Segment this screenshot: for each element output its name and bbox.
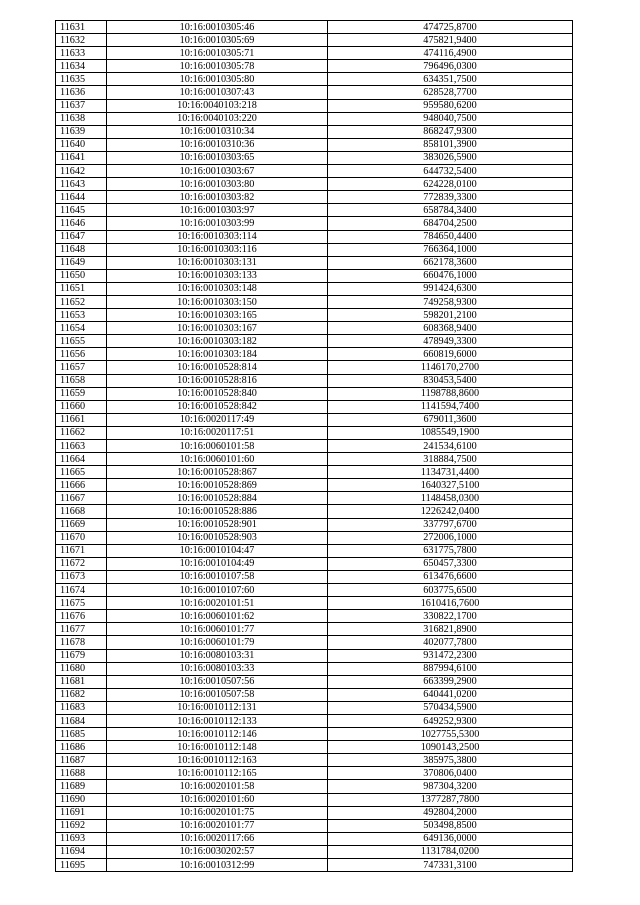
cadastral-number-cell: 10:16:0010528:886 — [107, 505, 328, 518]
table-row — [56, 806, 573, 819]
table-row — [56, 60, 573, 73]
value-cell: 624228,0100 — [328, 178, 573, 191]
table-row — [56, 165, 573, 178]
cadastral-number-cell: 10:16:0010528:884 — [107, 492, 328, 505]
cadastral-number-cell: 10:16:0010528:901 — [107, 518, 328, 531]
table-row — [56, 597, 573, 610]
row-number-cell: 11639 — [56, 125, 107, 138]
table-row — [56, 675, 573, 688]
cadastral-number-cell: 10:16:0010112:133 — [107, 714, 328, 727]
row-number-cell: 11633 — [56, 47, 107, 60]
value-cell: 634351,7500 — [328, 73, 573, 86]
table-row — [56, 832, 573, 845]
value-cell: 241534,6100 — [328, 440, 573, 453]
table-row — [56, 701, 573, 714]
row-number-cell: 11664 — [56, 453, 107, 466]
row-number-cell: 11642 — [56, 165, 107, 178]
row-number-cell: 11646 — [56, 217, 107, 230]
row-number-cell: 11653 — [56, 309, 107, 322]
cadastral-number-cell: 10:16:0020101:77 — [107, 819, 328, 832]
table-row — [56, 73, 573, 86]
table-row — [56, 348, 573, 361]
cadastral-number-cell: 10:16:0010303:114 — [107, 230, 328, 243]
value-cell: 474116,4900 — [328, 47, 573, 60]
row-number-cell: 11634 — [56, 60, 107, 73]
cadastral-number-cell: 10:16:0020117:51 — [107, 426, 328, 439]
value-cell: 1146170,2700 — [328, 361, 573, 374]
cadastral-number-cell: 10:16:0060101:77 — [107, 623, 328, 636]
row-number-cell: 11675 — [56, 597, 107, 610]
table-row — [56, 269, 573, 282]
table-row — [56, 374, 573, 387]
table-row — [56, 178, 573, 191]
table-row — [56, 466, 573, 479]
cadastral-number-cell: 10:16:0030202:57 — [107, 845, 328, 858]
value-cell: 749258,9300 — [328, 295, 573, 308]
row-number-cell: 11677 — [56, 623, 107, 636]
value-cell: 1085549,1900 — [328, 426, 573, 439]
cadastral-number-cell: 10:16:0010104:49 — [107, 557, 328, 570]
value-cell: 887994,6100 — [328, 662, 573, 675]
cadastral-number-cell: 10:16:0010112:146 — [107, 728, 328, 741]
value-cell: 772839,3300 — [328, 191, 573, 204]
cadastral-number-cell: 10:16:0010310:34 — [107, 125, 328, 138]
row-number-cell: 11645 — [56, 204, 107, 217]
table-row — [56, 754, 573, 767]
row-number-cell: 11631 — [56, 21, 107, 34]
value-cell: 858101,3900 — [328, 138, 573, 151]
row-number-cell: 11666 — [56, 479, 107, 492]
cadastral-number-cell: 10:16:0020117:49 — [107, 413, 328, 426]
cadastral-number-cell: 10:16:0010303:182 — [107, 335, 328, 348]
table-row — [56, 845, 573, 858]
cadastral-number-cell: 10:16:0010303:165 — [107, 309, 328, 322]
row-number-cell: 11692 — [56, 819, 107, 832]
value-cell: 658784,3400 — [328, 204, 573, 217]
table-row — [56, 47, 573, 60]
row-number-cell: 11649 — [56, 256, 107, 269]
table-row — [56, 623, 573, 636]
cadastral-number-cell: 10:16:0010112:131 — [107, 701, 328, 714]
row-number-cell: 11690 — [56, 793, 107, 806]
value-cell: 649136,0000 — [328, 832, 573, 845]
row-number-cell: 11693 — [56, 832, 107, 845]
value-cell: 316821,8900 — [328, 623, 573, 636]
table-row — [56, 335, 573, 348]
value-cell: 663399,2900 — [328, 675, 573, 688]
value-cell: 385975,3800 — [328, 754, 573, 767]
value-cell: 830453,5400 — [328, 374, 573, 387]
table-row — [56, 819, 573, 832]
table-row — [56, 99, 573, 112]
table-row — [56, 217, 573, 230]
table-row — [56, 309, 573, 322]
cadastral-number-cell: 10:16:0010528:814 — [107, 361, 328, 374]
table-row — [56, 741, 573, 754]
table-row — [56, 793, 573, 806]
table-row — [56, 243, 573, 256]
cadastral-number-cell: 10:16:0010303:150 — [107, 295, 328, 308]
table-row — [56, 453, 573, 466]
cadastral-number-cell: 10:16:0080103:33 — [107, 662, 328, 675]
table-row — [56, 413, 573, 426]
value-cell: 598201,2100 — [328, 309, 573, 322]
table-row — [56, 728, 573, 741]
row-number-cell: 11689 — [56, 780, 107, 793]
table-row — [56, 191, 573, 204]
row-number-cell: 11648 — [56, 243, 107, 256]
value-cell: 660476,1000 — [328, 269, 573, 282]
row-number-cell: 11687 — [56, 754, 107, 767]
table-row — [56, 688, 573, 701]
table-row — [56, 230, 573, 243]
value-cell: 796496,0300 — [328, 60, 573, 73]
value-cell: 330822,1700 — [328, 610, 573, 623]
cadastral-number-cell: 10:16:0010303:65 — [107, 151, 328, 164]
cadastral-number-cell: 10:16:0010307:43 — [107, 86, 328, 99]
value-cell: 1198788,8600 — [328, 387, 573, 400]
table-row — [56, 610, 573, 623]
value-cell: 613476,6600 — [328, 570, 573, 583]
cadastral-number-cell: 10:16:0010303:167 — [107, 322, 328, 335]
data-table — [55, 20, 573, 872]
cadastral-number-cell: 10:16:0010507:58 — [107, 688, 328, 701]
cadastral-number-cell: 10:16:0010303:184 — [107, 348, 328, 361]
value-cell: 649252,9300 — [328, 714, 573, 727]
value-cell: 931472,2300 — [328, 649, 573, 662]
row-number-cell: 11670 — [56, 531, 107, 544]
row-number-cell: 11665 — [56, 466, 107, 479]
row-number-cell: 11637 — [56, 99, 107, 112]
value-cell: 679011,3600 — [328, 413, 573, 426]
value-cell: 492804,2000 — [328, 806, 573, 819]
value-cell: 987304,3200 — [328, 780, 573, 793]
value-cell: 1226242,0400 — [328, 505, 573, 518]
value-cell: 662178,3600 — [328, 256, 573, 269]
row-number-cell: 11650 — [56, 269, 107, 282]
table-row — [56, 636, 573, 649]
row-number-cell: 11679 — [56, 649, 107, 662]
value-cell: 628528,7700 — [328, 86, 573, 99]
cadastral-number-cell: 10:16:0010305:46 — [107, 21, 328, 34]
cadastral-number-cell: 10:16:0060101:60 — [107, 453, 328, 466]
value-cell: 383026,5900 — [328, 151, 573, 164]
row-number-cell: 11655 — [56, 335, 107, 348]
row-number-cell: 11691 — [56, 806, 107, 819]
row-number-cell: 11685 — [56, 728, 107, 741]
value-cell: 318884,7500 — [328, 453, 573, 466]
cadastral-number-cell: 10:16:0020101:51 — [107, 597, 328, 610]
cadastral-number-cell: 10:16:0010112:148 — [107, 741, 328, 754]
table-row — [56, 21, 573, 34]
table-row — [56, 112, 573, 125]
table-row — [56, 125, 573, 138]
row-number-cell: 11643 — [56, 178, 107, 191]
value-cell: 1610416,7600 — [328, 597, 573, 610]
cadastral-number-cell: 10:16:0010112:165 — [107, 767, 328, 780]
value-cell: 784650,4400 — [328, 230, 573, 243]
row-number-cell: 11658 — [56, 374, 107, 387]
value-cell: 644732,5400 — [328, 165, 573, 178]
value-cell: 370806,0400 — [328, 767, 573, 780]
cadastral-number-cell: 10:16:0010303:80 — [107, 178, 328, 191]
value-cell: 631775,7800 — [328, 544, 573, 557]
cadastral-number-cell: 10:16:0010507:56 — [107, 675, 328, 688]
value-cell: 766364,1000 — [328, 243, 573, 256]
value-cell: 868247,9300 — [328, 125, 573, 138]
cadastral-number-cell: 10:16:0010528:867 — [107, 466, 328, 479]
cadastral-number-cell: 10:16:0010310:36 — [107, 138, 328, 151]
row-number-cell: 11647 — [56, 230, 107, 243]
row-number-cell: 11669 — [56, 518, 107, 531]
cadastral-number-cell: 10:16:0010305:78 — [107, 60, 328, 73]
row-number-cell: 11667 — [56, 492, 107, 505]
cadastral-number-cell: 10:16:0010303:82 — [107, 191, 328, 204]
row-number-cell: 11674 — [56, 584, 107, 597]
cadastral-number-cell: 10:16:0010305:71 — [107, 47, 328, 60]
cadastral-number-cell: 10:16:0010528:840 — [107, 387, 328, 400]
table-row — [56, 649, 573, 662]
table-row — [56, 282, 573, 295]
row-number-cell: 11651 — [56, 282, 107, 295]
cadastral-number-cell: 10:16:0010303:67 — [107, 165, 328, 178]
table-row — [56, 780, 573, 793]
row-number-cell: 11694 — [56, 845, 107, 858]
table-row — [56, 859, 573, 872]
cadastral-number-cell: 10:16:0010104:47 — [107, 544, 328, 557]
row-number-cell: 11681 — [56, 675, 107, 688]
table-row — [56, 557, 573, 570]
cadastral-number-cell: 10:16:0010303:99 — [107, 217, 328, 230]
cadastral-number-cell: 10:16:0010107:60 — [107, 584, 328, 597]
cadastral-number-cell: 10:16:0060101:58 — [107, 440, 328, 453]
value-cell: 991424,6300 — [328, 282, 573, 295]
cadastral-number-cell: 10:16:0040103:218 — [107, 99, 328, 112]
value-cell: 337797,6700 — [328, 518, 573, 531]
table-row — [56, 662, 573, 675]
row-number-cell: 11684 — [56, 714, 107, 727]
value-cell: 660819,6000 — [328, 348, 573, 361]
value-cell: 959580,6200 — [328, 99, 573, 112]
value-cell: 1377287,7800 — [328, 793, 573, 806]
value-cell: 475821,9400 — [328, 34, 573, 47]
value-cell: 1131784,0200 — [328, 845, 573, 858]
table-body — [56, 21, 573, 872]
cadastral-number-cell: 10:16:0010303:133 — [107, 269, 328, 282]
value-cell: 1134731,4400 — [328, 466, 573, 479]
row-number-cell: 11661 — [56, 413, 107, 426]
table-row — [56, 518, 573, 531]
value-cell: 1640327,5100 — [328, 479, 573, 492]
row-number-cell: 11668 — [56, 505, 107, 518]
table-row — [56, 531, 573, 544]
cadastral-number-cell: 10:16:0040103:220 — [107, 112, 328, 125]
cadastral-number-cell: 10:16:0010107:58 — [107, 570, 328, 583]
cadastral-number-cell: 10:16:0060101:79 — [107, 636, 328, 649]
row-number-cell: 11632 — [56, 34, 107, 47]
table-row — [56, 361, 573, 374]
cadastral-number-cell: 10:16:0080103:31 — [107, 649, 328, 662]
row-number-cell: 11676 — [56, 610, 107, 623]
table-row — [56, 86, 573, 99]
value-cell: 603775,6500 — [328, 584, 573, 597]
cadastral-number-cell: 10:16:0010528:816 — [107, 374, 328, 387]
value-cell: 948040,7500 — [328, 112, 573, 125]
table-row — [56, 322, 573, 335]
value-cell: 608368,9400 — [328, 322, 573, 335]
cadastral-number-cell: 10:16:0060101:62 — [107, 610, 328, 623]
row-number-cell: 11680 — [56, 662, 107, 675]
value-cell: 503498,8500 — [328, 819, 573, 832]
value-cell: 474725,8700 — [328, 21, 573, 34]
table-row — [56, 387, 573, 400]
row-number-cell: 11635 — [56, 73, 107, 86]
row-number-cell: 11652 — [56, 295, 107, 308]
table-row — [56, 400, 573, 413]
row-number-cell: 11659 — [56, 387, 107, 400]
row-number-cell: 11638 — [56, 112, 107, 125]
row-number-cell: 11644 — [56, 191, 107, 204]
cadastral-number-cell: 10:16:0010303:131 — [107, 256, 328, 269]
row-number-cell: 11640 — [56, 138, 107, 151]
cadastral-number-cell: 10:16:0010303:97 — [107, 204, 328, 217]
table-row — [56, 479, 573, 492]
value-cell: 1027755,5300 — [328, 728, 573, 741]
cadastral-number-cell: 10:16:0010528:869 — [107, 479, 328, 492]
table-row — [56, 151, 573, 164]
table-row — [56, 256, 573, 269]
cadastral-number-cell: 10:16:0010303:116 — [107, 243, 328, 256]
table-row — [56, 295, 573, 308]
cadastral-number-cell: 10:16:0020117:66 — [107, 832, 328, 845]
cadastral-number-cell: 10:16:0010528:903 — [107, 531, 328, 544]
row-number-cell: 11678 — [56, 636, 107, 649]
value-cell: 1148458,0300 — [328, 492, 573, 505]
row-number-cell: 11671 — [56, 544, 107, 557]
table-row — [56, 138, 573, 151]
cadastral-number-cell: 10:16:0010303:148 — [107, 282, 328, 295]
value-cell: 570434,5900 — [328, 701, 573, 714]
value-cell: 402077,7800 — [328, 636, 573, 649]
table-row — [56, 570, 573, 583]
cadastral-number-cell: 10:16:0010312:99 — [107, 859, 328, 872]
row-number-cell: 11636 — [56, 86, 107, 99]
table-row — [56, 584, 573, 597]
row-number-cell: 11686 — [56, 741, 107, 754]
cadastral-number-cell: 10:16:0020101:58 — [107, 780, 328, 793]
row-number-cell: 11662 — [56, 426, 107, 439]
row-number-cell: 11660 — [56, 400, 107, 413]
value-cell: 272006,1000 — [328, 531, 573, 544]
table-row — [56, 505, 573, 518]
value-cell: 747331,3100 — [328, 859, 573, 872]
cadastral-number-cell: 10:16:0010305:69 — [107, 34, 328, 47]
value-cell: 1090143,2500 — [328, 741, 573, 754]
value-cell: 1141594,7400 — [328, 400, 573, 413]
table-row — [56, 767, 573, 780]
table-row — [56, 714, 573, 727]
cadastral-number-cell: 10:16:0020101:60 — [107, 793, 328, 806]
value-cell: 478949,3300 — [328, 335, 573, 348]
value-cell: 684704,2500 — [328, 217, 573, 230]
table-row — [56, 492, 573, 505]
row-number-cell: 11656 — [56, 348, 107, 361]
table-row — [56, 544, 573, 557]
row-number-cell: 11657 — [56, 361, 107, 374]
row-number-cell: 11663 — [56, 440, 107, 453]
row-number-cell: 11672 — [56, 557, 107, 570]
row-number-cell: 11682 — [56, 688, 107, 701]
row-number-cell: 11688 — [56, 767, 107, 780]
table-row — [56, 440, 573, 453]
row-number-cell: 11695 — [56, 859, 107, 872]
cadastral-number-cell: 10:16:0010305:80 — [107, 73, 328, 86]
row-number-cell: 11673 — [56, 570, 107, 583]
table-row — [56, 204, 573, 217]
cadastral-number-cell: 10:16:0020101:75 — [107, 806, 328, 819]
table-row — [56, 34, 573, 47]
row-number-cell: 11654 — [56, 322, 107, 335]
row-number-cell: 11641 — [56, 151, 107, 164]
cadastral-number-cell: 10:16:0010112:163 — [107, 754, 328, 767]
cadastral-number-cell: 10:16:0010528:842 — [107, 400, 328, 413]
value-cell: 650457,3300 — [328, 557, 573, 570]
table-row — [56, 426, 573, 439]
value-cell: 640441,0200 — [328, 688, 573, 701]
row-number-cell: 11683 — [56, 701, 107, 714]
